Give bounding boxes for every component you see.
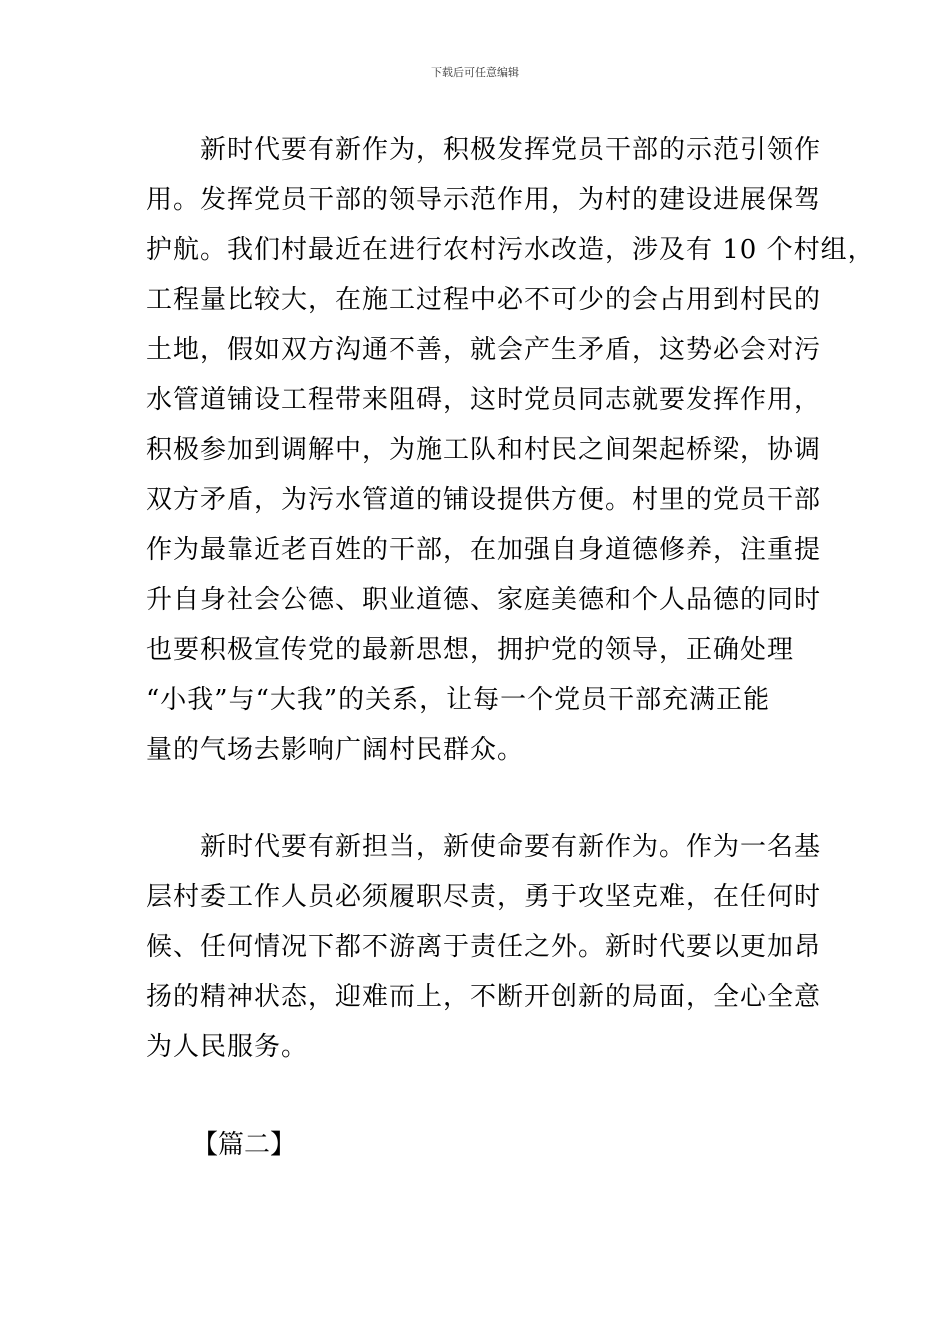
paragraph-line: 层村委工作人员必须履职尽责，勇于攻坚克难，在任何时 [146,882,822,912]
paragraph-line: 用。发挥党员干部的领导示范作用，为村的建设进展保驾 [146,185,822,215]
paragraph-line: 扬的精神状态，迎难而上，不断开创新的局面，全心全意 [146,982,822,1012]
paragraph-line: 为人民服务。 [146,1032,309,1062]
paragraph-line: 候、任何情况下都不游离于责任之外。新时代要以更加昂 [146,932,822,962]
paragraph-line: 工程量比较大，在施工过程中必不可少的会占用到村民的 [146,285,822,315]
paragraph-2 [146,822,822,1072]
paragraph-line: 水管道铺设工程带来阻碍，这时党员同志就要发挥作用， [146,385,822,415]
paragraph-line: 积极参加到调解中，为施工队和村民之间架起桥梁，协调 [146,435,822,465]
paragraph-line: 作为最靠近老百姓的干部，在加强自身道德修养，注重提 [146,535,822,565]
paragraph-line: 也要积极宣传党的最新思想，拥护党的领导，正确处理 [146,635,795,665]
paragraph-line: 量的气场去影响广阔村民群众。 [146,735,525,765]
paragraph-line: 升自身社会公德、职业道德、家庭美德和个人品德的同时 [146,585,822,615]
paragraph-1 [146,125,875,775]
paragraph-line: 新时代要有新作为，积极发挥党员干部的示范引领作 [146,135,822,165]
paragraph-line: “小我”与“大我”的关系，让每一个党员干部充满正能 [146,685,771,715]
paragraph-line: 土地，假如双方沟通不善，就会产生矛盾，这势必会对污 [146,335,822,365]
page-header: 下载后可任意编辑 [431,66,519,79]
paragraph-line: 新时代要有新担当，新使命要有新作为。作为一名基 [146,832,822,862]
paragraph-line: 护航。我们村最近在进行农村污水改造，涉及有 10 个村组， [146,235,875,265]
section-heading: 【篇二】 [192,1130,297,1160]
paragraph-line: 双方矛盾，为污水管道的铺设提供方便。村里的党员干部 [146,485,822,515]
